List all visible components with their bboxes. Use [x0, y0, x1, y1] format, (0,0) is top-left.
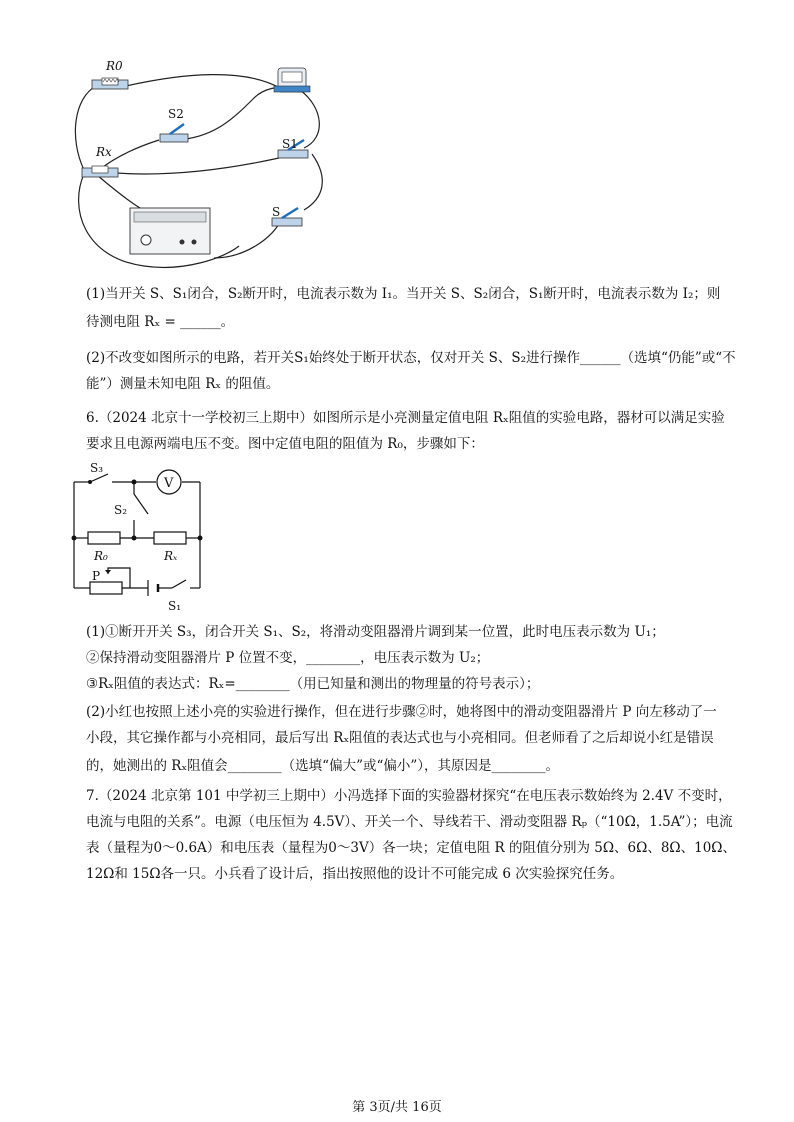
schematic-label-s2: S₂: [114, 503, 128, 517]
q5-part1-line2: 待测电阻 Rₓ = ______。: [86, 314, 235, 330]
schematic-label-s3: S₃: [90, 461, 104, 475]
q6-step3: ③Rₓ阻值的表达式：Rₓ=________（用已知量和测出的物理量的符号表示）；: [86, 676, 540, 692]
junction-dot: [198, 536, 203, 541]
q5-part2-line2: 能”）测量未知电阻 Rₓ 的阻值。: [86, 376, 280, 392]
schematic-label-rx: Rₓ: [164, 549, 178, 563]
circuit-schematic-svg: [68, 458, 218, 618]
q6-step1: (1)①断开开关 S₃，闭合开关 S₁、S₂，将滑动变阻器滑片调到某一位置，此时电压表示数为 U₁；: [86, 624, 665, 640]
q6-part2-line1: (2)小红也按照上述小亮的实验进行操作，但在进行步骤②时，她将图中的滑动变阻器滑片 P 向左移动了一: [86, 704, 717, 720]
q5-part1-line1: (1)当开关 S、S₁闭合，S₂断开时，电流表示数为 I₁。当开关 S、S₂闭合，S₁断开时，电流表示数为 I₂；则: [86, 286, 721, 302]
q6-part2-line3: 的，她测出的 Rₓ阻值会________（选填“偏大”或“偏小”），其原因是________。: [86, 758, 560, 774]
r0-resistor-symbol: [88, 532, 120, 544]
q5-part2-line1: (2)不改变如图所示的电路，若开关S₁始终处于断开状态，仅对开关 S、S₂进行操作______（选填“仍能”或“不: [86, 350, 736, 366]
power-supply-device: [130, 208, 210, 254]
figure1-label-rx: Rx: [96, 145, 112, 159]
r0-resistor: [92, 78, 128, 89]
figure1-label-s1: S1: [282, 137, 298, 151]
figure1-label-r0: R0: [106, 59, 123, 73]
voltmeter-label: V: [164, 476, 174, 491]
junction-dot: [132, 480, 137, 485]
junction-dot: [72, 536, 77, 541]
ammeter-device: [274, 68, 310, 92]
q6-step2: ②保持滑动变阻器滑片 P 位置不变，________，电压表示数为 U₂；: [86, 650, 490, 666]
junction-dot: [132, 536, 137, 541]
rx-resistor: [82, 166, 118, 177]
circuit-apparatus-figure: [64, 58, 354, 280]
circuit-apparatus-svg: [64, 58, 354, 280]
q7-line3: 表（量程为0～0.6A）和电压表（量程为0～3V）各一块；定值电阻 R 的阻值分别为 5Ω、6Ω、8Ω、10Ω、: [86, 840, 736, 856]
circuit-schematic-figure: [68, 458, 218, 618]
schematic-label-p: P: [92, 569, 101, 583]
s3-contact: [88, 480, 92, 484]
s2-switch: [160, 124, 188, 142]
figure1-label-s: S: [272, 205, 281, 219]
q6-line1: 6.（2024 北京十一学校初三上期中）如图所示是小亮测量定值电阻 Rₓ阻值的实验电路，器材可以满足实验: [86, 410, 725, 426]
q7-line1: 7.（2024 北京第 101 中学初三上期中）小冯选择下面的实验器材探究“在电压表示数始终为 2.4V 不变时，: [86, 788, 732, 804]
page-footer: 第 3页/共 16页: [352, 1100, 442, 1115]
q7-line2: 电流与电阻的关系”。电源（电压恒为 4.5V）、开关一个、导线若干、滑动变阻器 Rₚ（“10Ω，1.5A”）；电流: [86, 814, 733, 830]
rx-resistor-symbol: [154, 532, 186, 544]
figure1-label-s2: S2: [168, 107, 184, 121]
q6-part2-line2: 小段，其它操作都与小亮相同，最后写出 Rₓ阻值的表达式也与小亮相同。但老师看了之后却说小红是错误: [86, 730, 714, 746]
q6-line2: 要求且电源两端电压不变。图中定值电阻的阻值为 R₀，步骤如下：: [86, 436, 484, 452]
schematic-label-s1: S₁: [168, 599, 182, 613]
schematic-label-r0: R₀: [94, 549, 108, 563]
rheostat-symbol: [90, 582, 122, 594]
q7-line4: 12Ω和 15Ω各一只。小兵看了设计后，指出按照他的设计不可能完成 6 次实验探究任务。: [86, 866, 624, 882]
